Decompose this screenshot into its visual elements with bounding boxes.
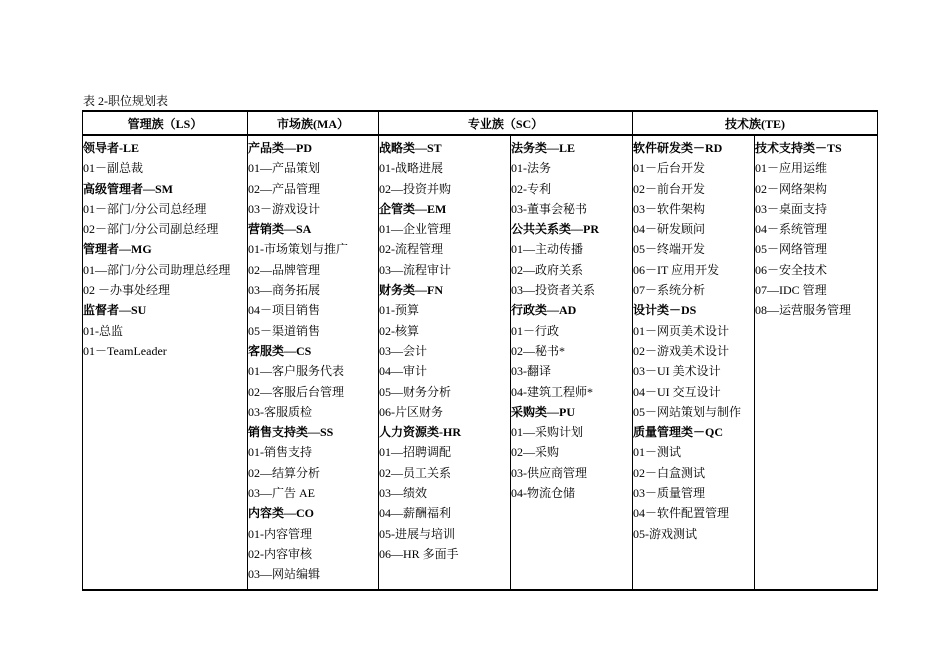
position-item: 04－UI 交互设计 — [633, 384, 721, 399]
position-item: 02－部门/分公司副总经理 — [83, 222, 219, 237]
position-item: 02-核算 — [379, 323, 419, 338]
category-heading: 销售支持类—SS — [248, 425, 334, 440]
position-item: 01－副总裁 — [83, 161, 144, 176]
category-heading: 企管类—EM — [379, 201, 447, 216]
position-item: 02－网络架构 — [755, 181, 828, 196]
position-item: 03-董事会秘书 — [511, 201, 587, 216]
position-item: 01—主动传播 — [511, 242, 584, 257]
category-heading: 公共关系类—PR — [511, 222, 599, 237]
position-item: 01—企业管理 — [379, 222, 452, 237]
position-item: 02—采购 — [511, 445, 560, 460]
position-item: 01－后台开发 — [633, 161, 706, 176]
position-item: 02—品牌管理 — [248, 262, 321, 277]
position-item: 04－系统管理 — [755, 222, 828, 237]
column-market — [248, 135, 379, 590]
category-heading: 质量管理类－QC — [633, 425, 724, 440]
position-item: 06-片区财务 — [379, 404, 443, 419]
category-heading: 产品类—PD — [248, 141, 312, 155]
position-item: 03—广告 AE — [248, 486, 315, 501]
position-item: 01－应用运维 — [755, 161, 828, 176]
position-item: 04－软件配置管理 — [633, 506, 730, 521]
position-item: 03—流程审计 — [379, 262, 452, 277]
position-item: 01－部门/分公司总经理 — [83, 201, 207, 216]
position-item: 07—IDC 管理 — [755, 283, 827, 298]
position-item: 01—客户服务代表 — [248, 364, 345, 379]
position-item: 01－测试 — [633, 445, 682, 460]
position-item: 03—商务拓展 — [248, 283, 321, 298]
position-item: 04-物流仓储 — [511, 486, 575, 501]
position-item: 01-战略进展 — [379, 161, 443, 176]
table-caption: 表 2-职位规划表 — [83, 94, 168, 108]
category-heading: 客服类—CS — [248, 343, 312, 358]
column-professional-a — [379, 135, 511, 590]
position-item: 01-内容管理 — [248, 526, 312, 541]
position-item: 05-进展与培训 — [379, 526, 455, 541]
position-item: 05－网络管理 — [755, 242, 828, 257]
position-item: 03－软件架构 — [633, 201, 706, 216]
header-management-family: 管理族（LS） — [83, 111, 248, 135]
position-item: 08—运营服务管理 — [755, 303, 852, 318]
category-heading: 人力资源类-HR — [379, 425, 461, 440]
position-item: 02 －办事处经理 — [83, 283, 171, 298]
header-row — [83, 111, 878, 135]
position-item: 04—薪酬福利 — [379, 506, 452, 521]
position-item: 01-销售支持 — [248, 445, 312, 460]
column-professional-b — [511, 135, 633, 590]
position-item: 01—招聘调配 — [379, 445, 452, 460]
column-technical-b — [755, 135, 878, 590]
category-heading: 监督者—SU — [83, 303, 147, 318]
position-item: 06－IT 应用开发 — [633, 262, 720, 277]
position-item: 03—绩效 — [379, 486, 428, 501]
category-heading: 行政类—AD — [511, 303, 577, 318]
position-item: 02－游戏美术设计 — [633, 343, 730, 358]
position-item: 01-法务 — [511, 161, 551, 176]
position-item: 03—网站编辑 — [248, 567, 321, 582]
position-item: 04—审计 — [379, 364, 428, 379]
position-item: 03—会计 — [379, 343, 428, 358]
position-item: 01-市场策划与推广 — [248, 242, 348, 257]
column-management — [83, 135, 248, 590]
position-item: 02—产品管理 — [248, 181, 321, 196]
position-item: 06—HR 多面手 — [379, 546, 459, 561]
position-item: 02—秘书* — [511, 343, 566, 358]
position-item: 03-翻译 — [511, 364, 551, 379]
position-item: 05－终端开发 — [633, 242, 706, 257]
position-item: 03－质量管理 — [633, 486, 706, 501]
position-item: 02-内容审核 — [248, 546, 312, 561]
category-heading: 采购类—PU — [511, 404, 575, 419]
column-technical-a — [633, 135, 755, 590]
position-item: 03－游戏设计 — [248, 201, 321, 216]
position-item: 04－研发顾问 — [633, 222, 706, 237]
category-heading: 法务类—LE — [511, 141, 576, 155]
position-item: 05－网站策划与制作 — [633, 404, 742, 419]
header-market-family: 市场族(MA） — [248, 111, 379, 135]
position-item: 02-流程管理 — [379, 242, 443, 257]
position-item: 02—客服后台管理 — [248, 384, 345, 399]
position-item: 01-预算 — [379, 303, 419, 318]
position-item: 05—财务分析 — [379, 384, 452, 399]
body-row — [83, 135, 878, 590]
category-heading: 技术支持类－TS — [755, 141, 842, 155]
position-item: 04-建筑工程师* — [511, 384, 593, 399]
position-item: 01－网页美术设计 — [633, 323, 730, 338]
position-item: 03-客服质检 — [248, 404, 312, 419]
position-item: 02—员工关系 — [379, 465, 452, 480]
position-item: 01—采购计划 — [511, 425, 584, 440]
category-heading: 财务类—FN — [379, 283, 443, 298]
category-heading: 营销类—SA — [248, 222, 312, 237]
position-item: 05-游戏测试 — [633, 526, 697, 541]
position-item: 02—结算分析 — [248, 465, 321, 480]
position-item: 03—投资者关系 — [511, 283, 596, 298]
position-item: 01－TeamLeader — [83, 343, 167, 358]
category-heading: 战略类—ST — [379, 141, 442, 155]
position-item: 01-总监 — [83, 323, 123, 338]
position-item: 02－白盒测试 — [633, 465, 706, 480]
position-item: 07－系统分析 — [633, 283, 706, 298]
position-item: 02—政府关系 — [511, 262, 584, 277]
position-item: 05－渠道销售 — [248, 323, 321, 338]
category-heading: 高级管理者—SM — [83, 181, 174, 196]
position-item: 01—部门/分公司助理总经理 — [83, 262, 231, 277]
header-professional-family: 专业族（SC） — [379, 111, 633, 135]
category-heading: 内容类—CO — [248, 506, 315, 521]
category-heading: 设计类－DS — [633, 303, 697, 318]
position-item: 04－项目销售 — [248, 303, 321, 318]
position-item: 06－安全技术 — [755, 262, 828, 277]
position-item: 01－行政 — [511, 323, 560, 338]
header-technical-family: 技术族(TE) — [633, 111, 878, 135]
job-planning-table — [82, 110, 878, 591]
position-item: 02－前台开发 — [633, 181, 706, 196]
category-heading: 管理者—MG — [83, 242, 152, 257]
position-item: 02-专利 — [511, 181, 551, 196]
position-item: 03－桌面支持 — [755, 201, 828, 216]
position-item: 03－UI 美术设计 — [633, 364, 721, 379]
position-item: 01—产品策划 — [248, 161, 321, 176]
position-item: 03-供应商管理 — [511, 465, 587, 480]
position-item: 02—投资并购 — [379, 181, 452, 196]
category-heading: 领导者-LE — [83, 141, 140, 155]
category-heading: 软件研发类－RD — [633, 141, 723, 155]
